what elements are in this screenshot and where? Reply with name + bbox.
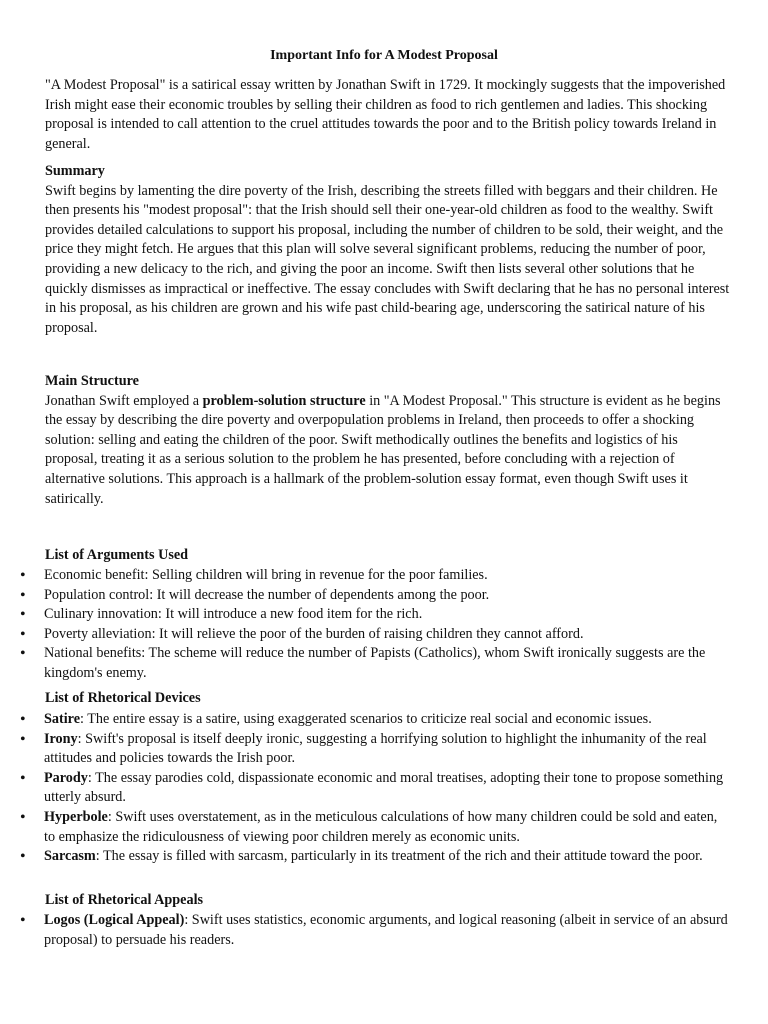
devices-list: [44, 710, 730, 867]
list-item: [44, 769, 730, 808]
list-item: • National benefits: The scheme will reduce the number of Papists (Catholics), whom Swift ironically suggests are the kingdom's enemy.: [44, 644, 730, 683]
list-item: [44, 847, 730, 867]
structure-section: [45, 372, 730, 509]
structure-text: [45, 392, 730, 510]
appeals-list: [44, 911, 730, 950]
arguments-list: [44, 566, 730, 684]
summary-heading: Summary: [45, 163, 105, 179]
device-term: Satire: [44, 711, 80, 727]
device-text: : The entire essay is a satire, using exaggerated scenarios to criticize real social and economic issues.: [80, 711, 652, 727]
appeal-term: Logos (Logical Appeal): [44, 912, 185, 928]
arguments-heading: List of Arguments Used: [45, 547, 189, 563]
list-item: [44, 911, 730, 950]
list-item: • Population control: It will decrease the number of dependents among the poor.: [44, 586, 730, 606]
device-term: Sarcasm: [44, 848, 96, 865]
device-text: : The essay is filled with sarcasm, particularly in its treatment of the rich and their attitude toward the poor.: [95, 848, 703, 865]
appeal-text: : Swift uses statistics, economic arguments, and logical reasoning (albeit in service of an absurd proposal) to persuade his readers.: [44, 912, 728, 948]
device-text: : Swift uses overstatement, as in the meticulous calculations of how many children could be sold and eaten, to emphasize the ridiculousness of viewing poor children merely as economic units.: [44, 808, 718, 845]
list-item: • Culinary innovation: It will introduce a new food item for the rich.: [44, 605, 730, 625]
device-term: Hyperbole: [44, 808, 108, 825]
document-title: Important Info for A Modest Proposal: [270, 48, 498, 63]
list-item: [44, 808, 730, 847]
list-item: [44, 710, 730, 730]
summary-section: [45, 162, 730, 338]
list-item: • Economic benefit: Selling children will bring in revenue for the poor families.: [44, 566, 730, 586]
structure-bold-term: problem-solution structure: [202, 392, 366, 409]
structure-text-after: in "A Modest Proposal." This structure is evident as he begins the essay by describing the dire poverty and overpopulation problems in Ireland, then proceeds to offer a shocking solution: selling and eating the children of the poor. Swift methodically outlines the benefits and logistics of his proposal, treating it as a serious solution to the problem he has presented, before concluding with a rejection of alternative solutions. This approach is a hallmark of the problem-solution essay format, even though Swift uses it satirically.: [45, 392, 721, 507]
devices-heading: List of Rhetorical Devices: [45, 690, 201, 706]
device-text: : The essay parodies cold, dispassionate economic and moral treatises, adopting their tone to propose something utterly absurd.: [44, 769, 724, 806]
summary-text: Swift begins by lamenting the dire poverty of the Irish, describing the streets filled with beggars and their children. He then presents his "modest proposal": that the Irish should sell their one-year-old children as food to the wealthy. Swift provides detailed calculations to support his proposal, including the number of children to be sold, their weight, and the price they might fetch. He argues that this plan will solve several significant problems, reducing the number of poor, providing a new delicacy to the rich, and giving the poor an income. Swift then lists several other solutions that he quickly dismisses as impractical or ineffective. The essay concludes with Swift declaring that he has no personal interest in his proposal, as his children are grown and his wife past child-bearing age, underscoring the satirical nature of his proposal.: [45, 182, 730, 336]
device-term: Parody: [44, 769, 88, 786]
list-item: • Poverty alleviation: It will relieve the poor of the burden of raising children they cannot afford.: [44, 625, 730, 645]
device-text: : Swift's proposal is itself deeply ironic, suggesting a horrifying solution to highlight the inhumanity of the real attitudes and policies towards the Irish poor.: [44, 730, 707, 767]
structure-heading: Main Structure: [45, 373, 139, 389]
device-term: Irony: [44, 730, 78, 747]
list-item: [44, 730, 730, 769]
intro-paragraph: "A Modest Proposal" is a satirical essay written by Jonathan Swift in 1729. It mockingly suggests that the impoverished Irish might ease their economic troubles by selling their children as food to rich gentlemen and ladies. This shocking proposal is intended to call attention to the cruel attitudes towards the poor and to the British policy towards Ireland in general.: [45, 77, 726, 152]
appeals-heading: List of Rhetorical Appeals: [45, 892, 204, 908]
structure-text-before: Jonathan Swift employed a: [45, 392, 203, 409]
